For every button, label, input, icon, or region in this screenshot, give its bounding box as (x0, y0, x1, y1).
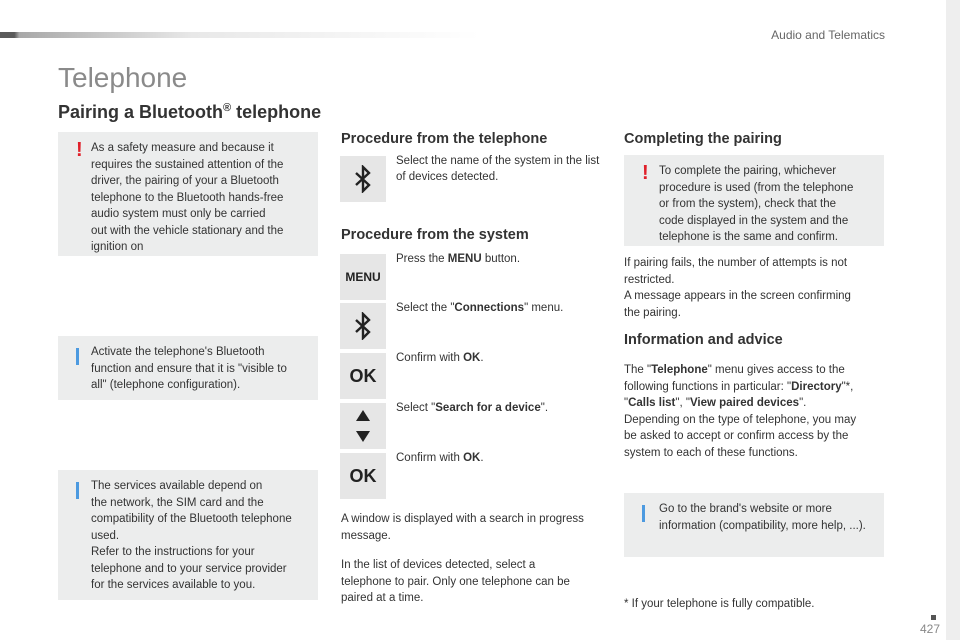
section-header: Audio and Telematics (771, 28, 885, 42)
system-step-5 (340, 453, 606, 499)
select-telephone-text: In the list of devices detected, select a telephone to pair. Only one telephone can be paired at a time. (341, 559, 570, 604)
system-step-1 (340, 254, 606, 300)
website-info-box (624, 493, 884, 557)
info-icon (642, 505, 645, 522)
information-text: The "Telephone" menu gives access to the following functions in particular: "Directory"*, "Calls list", "View paired devices". Depending on the type of telephone, you may be asked to accept or confirm access by the system to each of these functions. (624, 364, 857, 459)
footnote: * If your telephone is fully compatible. (624, 598, 815, 610)
bluetooth-info-text: Activate the telephone's Bluetooth function and ensure that it is "visible to all" (telephone configuration). (91, 346, 287, 391)
heading-procedure-telephone: Procedure from the telephone (341, 131, 548, 147)
menu-button-icon: MENU (340, 254, 386, 300)
page-edge-strip (946, 0, 960, 640)
system-step-2 (340, 303, 606, 349)
page-marker (931, 615, 936, 620)
heading-information-advice: Information and advice (624, 332, 783, 348)
website-info-text: Go to the brand's website or more information (compatibility, more help, ...). (659, 503, 866, 532)
warning-icon: ! (76, 139, 83, 161)
bluetooth-icon (340, 156, 386, 202)
ok-button-icon: OK (340, 453, 386, 499)
page-number: 427 (919, 622, 940, 636)
system-step-3 (340, 353, 606, 399)
safety-warning-text: As a safety measure and because it requires the sustained attention of the driver, the pairing of your a Bluetooth telephone to the Bluetooth hands-free audio system must only be carried out with the vehicle stationary and the ignition on (91, 142, 284, 253)
heading-completing-pairing: Completing the pairing (624, 131, 782, 147)
system-step-4 (340, 403, 606, 449)
services-info-text: The services available depend on the network, the SIM card and the compatibility of the Bluetooth telephone used. Refer to the instructions for your telephone and to your service provider for the services available to you. (91, 480, 292, 591)
info-icon (76, 482, 79, 499)
page-title: Telephone (58, 62, 188, 93)
header-bar (0, 32, 480, 38)
completing-warning-text: To complete the pairing, whichever procedure is used (from the telephone or from the system), check that the code displayed in the system and the telephone is the same and confirm. (659, 165, 854, 243)
services-info-box (58, 470, 318, 600)
system-step-1-text: Press the MENU button. (396, 253, 521, 265)
up-down-arrows-icon (340, 403, 386, 449)
system-step-3-text: Confirm with OK. (396, 352, 484, 364)
system-step-4-text: Select "Search for a device". (396, 402, 549, 414)
bluetooth-info-box (58, 336, 318, 400)
warning-icon: ! (642, 162, 649, 184)
pairing-fail-text: If pairing fails, the number of attempts is not restricted. A message appears in the screen confirming the pairing. (624, 257, 851, 319)
system-step-5-text: Confirm with OK. (396, 452, 484, 464)
completing-warning-box (624, 155, 884, 246)
system-step-2-text: Select the "Connections" menu. (396, 302, 564, 314)
ok-button-icon: OK (340, 353, 386, 399)
page-subtitle: Pairing a Bluetooth® telephone (58, 102, 322, 122)
search-window-text: A window is displayed with a search in progress message. (341, 513, 584, 542)
phone-step (340, 156, 606, 202)
bluetooth-icon (340, 303, 386, 349)
phone-step-text: Select the name of the system in the list of devices detected. (396, 155, 600, 183)
info-icon (76, 348, 79, 365)
heading-procedure-system: Procedure from the system (341, 227, 529, 243)
safety-warning-box (58, 132, 318, 256)
